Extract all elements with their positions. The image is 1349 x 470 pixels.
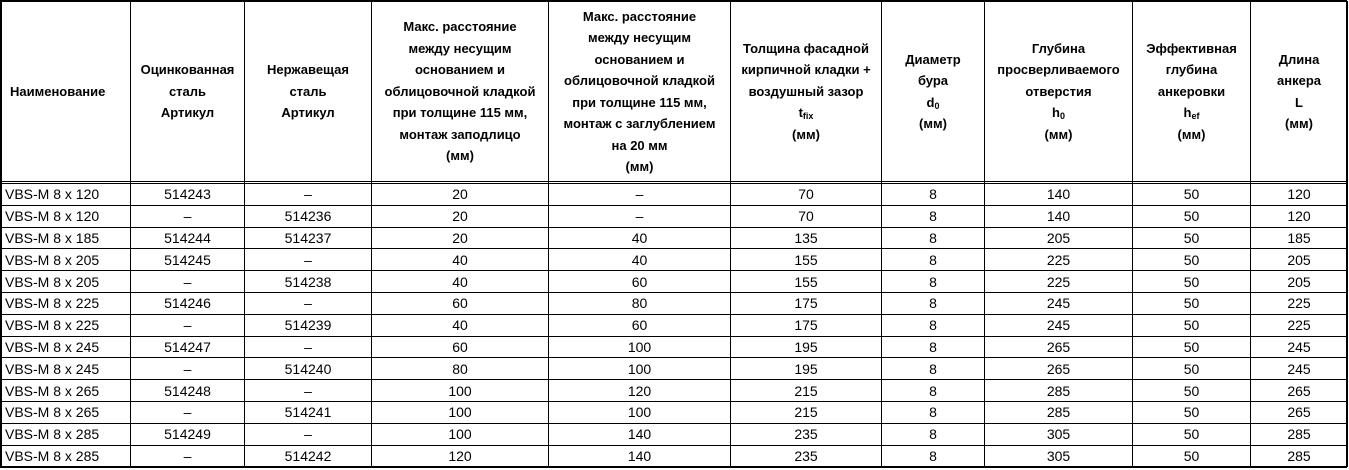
table-cell: 195 — [731, 358, 882, 380]
table-row — [2, 380, 1348, 402]
table-cell: – — [245, 380, 372, 402]
product-name-cell: VBS-M 8 x 285 — [2, 423, 131, 445]
header-line: анкеровки — [1157, 83, 1226, 99]
table-cell: 195 — [731, 336, 882, 358]
header-line: основанием и — [594, 51, 685, 67]
table-cell: 175 — [731, 292, 882, 314]
table-row — [2, 205, 1348, 227]
product-name-cell: VBS-M 8 x 185 — [2, 227, 131, 249]
table-cell: 155 — [731, 271, 882, 293]
table-cell: 8 — [882, 423, 985, 445]
table-cell: – — [131, 401, 245, 423]
table-cell: 40 — [372, 314, 549, 336]
table-cell: 60 — [372, 292, 549, 314]
header-symbol — [987, 102, 1130, 124]
symbol-letter: d — [926, 94, 935, 110]
table-cell: 50 — [1133, 271, 1251, 293]
table-cell: 225 — [985, 249, 1133, 271]
table-cell: 245 — [1251, 358, 1348, 380]
table-cell: – — [549, 184, 731, 206]
table-cell: – — [245, 249, 372, 271]
table-cell: 245 — [985, 314, 1133, 336]
table-cell: 514240 — [245, 358, 372, 380]
table-cell: 70 — [731, 184, 882, 206]
table-cell: 8 — [882, 380, 985, 402]
column-header-1 — [2, 2, 131, 182]
header-line: Артикул — [160, 105, 215, 121]
header-line: при толщине 115 мм, — [392, 105, 528, 121]
table-cell: 140 — [549, 445, 731, 467]
product-name-cell: VBS-M 8 x 225 — [2, 314, 131, 336]
table-cell: 245 — [985, 292, 1133, 314]
header-symbol — [884, 92, 982, 114]
table-cell: 175 — [731, 314, 882, 336]
table-cell: 285 — [985, 401, 1133, 423]
table-cell: 205 — [1251, 249, 1348, 271]
table-cell: 40 — [549, 227, 731, 249]
header-symbol — [1253, 92, 1345, 114]
table-cell: 514247 — [131, 336, 245, 358]
table-cell: – — [131, 271, 245, 293]
table-cell: 80 — [549, 292, 731, 314]
table-cell: 514246 — [131, 292, 245, 314]
table-row — [2, 314, 1348, 336]
table-cell: 50 — [1133, 380, 1251, 402]
table-cell: – — [131, 205, 245, 227]
header-line: облицовочной кладкой — [384, 83, 536, 99]
table-cell: 100 — [372, 423, 549, 445]
table-cell: 8 — [882, 445, 985, 467]
header-unit: (мм) — [446, 148, 474, 164]
table-cell: 40 — [372, 249, 549, 271]
table-cell: 60 — [549, 314, 731, 336]
header-line: глубина — [1165, 62, 1218, 78]
product-name-cell: VBS-M 8 x 205 — [2, 271, 131, 293]
table-cell: 8 — [882, 249, 985, 271]
table-cell: 50 — [1133, 227, 1251, 249]
column-header-2 — [131, 2, 245, 182]
table-cell: 235 — [731, 423, 882, 445]
table-body — [2, 184, 1348, 467]
table-cell: 20 — [372, 227, 549, 249]
table-cell: 215 — [731, 401, 882, 423]
symbol-subscript: 0 — [1059, 111, 1065, 122]
header-line: Диаметр — [905, 51, 961, 67]
table-cell: 225 — [985, 271, 1133, 293]
symbol-letter: t — [798, 105, 803, 121]
symbol-letter: h — [1052, 105, 1060, 121]
symbol-subscript: fix — [802, 111, 814, 122]
table-cell: 305 — [985, 423, 1133, 445]
table-cell: 245 — [1251, 336, 1348, 358]
table-cell: 50 — [1133, 401, 1251, 423]
table-cell: 205 — [985, 227, 1133, 249]
column-header-9 — [1133, 2, 1251, 182]
table-cell: 120 — [1251, 205, 1348, 227]
table-cell: 155 — [731, 249, 882, 271]
table-cell: 215 — [731, 380, 882, 402]
table-cell: 50 — [1133, 314, 1251, 336]
header-line: Толщина фасадной — [743, 40, 869, 56]
product-name-cell: VBS-M 8 x 245 — [2, 336, 131, 358]
table-cell: 514248 — [131, 380, 245, 402]
column-header-7 — [882, 2, 985, 182]
table-cell: 60 — [372, 336, 549, 358]
table-cell: 8 — [882, 336, 985, 358]
symbol-letter: h — [1183, 105, 1192, 121]
table-cell: 70 — [731, 205, 882, 227]
header-line: Глубина — [1031, 40, 1086, 56]
header-line: на 20 мм — [611, 137, 668, 153]
table-row — [2, 423, 1348, 445]
table-cell: 514241 — [245, 401, 372, 423]
table-cell: 8 — [882, 314, 985, 336]
table-cell: 80 — [372, 358, 549, 380]
header-symbol — [733, 102, 879, 124]
table-cell: 50 — [1133, 184, 1251, 206]
table-cell: 50 — [1133, 445, 1251, 467]
header-line: Макс. расстояние — [403, 19, 517, 35]
product-name-cell: VBS-M 8 x 285 — [2, 445, 131, 467]
symbol-subscript: ef — [1191, 111, 1200, 122]
table-cell: 8 — [882, 358, 985, 380]
column-header-5 — [549, 2, 731, 182]
header-line: облицовочной кладкой — [564, 73, 715, 88]
table-cell: 50 — [1133, 205, 1251, 227]
header-line: отверстия — [1025, 83, 1092, 99]
table-cell: 20 — [372, 205, 549, 227]
table-cell: 100 — [549, 336, 731, 358]
table-cell: 514239 — [245, 314, 372, 336]
table-cell: 514243 — [131, 184, 245, 206]
table-cell: 514245 — [131, 249, 245, 271]
table-row — [2, 336, 1348, 358]
table-cell: 185 — [1251, 227, 1348, 249]
header-line: между несущим — [408, 40, 512, 56]
table-cell: 265 — [985, 336, 1133, 358]
table-row — [2, 227, 1348, 249]
table-cell: 50 — [1133, 423, 1251, 445]
table-cell: 50 — [1133, 292, 1251, 314]
spec-table-container — [1, 1, 1348, 467]
table-cell: 100 — [549, 401, 731, 423]
table-cell: 8 — [882, 184, 985, 206]
header-line: кирпичной кладки + — [741, 62, 871, 78]
table-cell: 285 — [1251, 423, 1348, 445]
table-row — [2, 358, 1348, 380]
table-cell: 50 — [1133, 358, 1251, 380]
table-cell: 140 — [549, 423, 731, 445]
table-cell: 235 — [731, 445, 882, 467]
table-cell: 8 — [882, 227, 985, 249]
header-line: Макс. расстояние — [582, 8, 697, 24]
table-cell: – — [245, 292, 372, 314]
anchor-spec-table — [1, 1, 1348, 467]
product-name-cell: VBS-M 8 x 120 — [2, 205, 131, 227]
table-cell: 514242 — [245, 445, 372, 467]
header-line: Оцинкованная — [140, 62, 235, 78]
table-cell: – — [131, 314, 245, 336]
column-header-6 — [731, 2, 882, 182]
header-unit: (мм) — [625, 159, 654, 174]
table-cell: 60 — [549, 271, 731, 293]
header-unit: (мм) — [919, 116, 947, 131]
header-unit: (мм) — [1177, 126, 1206, 142]
table-cell: 140 — [985, 205, 1133, 227]
table-cell: – — [549, 205, 731, 227]
table-cell: 514249 — [131, 423, 245, 445]
symbol-letter: L — [1295, 94, 1303, 110]
header-line: бура — [917, 73, 949, 88]
table-cell: 100 — [372, 401, 549, 423]
header-line: Наименование — [10, 83, 106, 99]
table-cell: 205 — [1251, 271, 1348, 293]
table-cell: 100 — [549, 358, 731, 380]
table-cell: 285 — [1251, 445, 1348, 467]
table-cell: 8 — [882, 205, 985, 227]
table-cell: 40 — [549, 249, 731, 271]
table-cell: 100 — [372, 380, 549, 402]
table-cell: 305 — [985, 445, 1133, 467]
column-header-10 — [1251, 2, 1348, 182]
symbol-subscript: 0 — [934, 100, 940, 111]
table-cell: – — [245, 336, 372, 358]
table-cell: 8 — [882, 401, 985, 423]
header-line: анкера — [1277, 73, 1321, 88]
header-line: при толщине 115 мм, — [572, 94, 707, 110]
table-row — [2, 401, 1348, 423]
table-cell: 225 — [1251, 314, 1348, 336]
header-line: сталь — [168, 83, 207, 99]
header-symbol — [1135, 102, 1248, 124]
table-cell: 50 — [1133, 249, 1251, 271]
table-row — [2, 184, 1348, 206]
product-name-cell: VBS-M 8 x 265 — [2, 380, 131, 402]
column-header-3 — [245, 2, 372, 182]
header-unit: (мм) — [1285, 116, 1313, 131]
header-line: Артикул — [281, 105, 335, 121]
table-cell: 135 — [731, 227, 882, 249]
column-header-4 — [372, 2, 549, 182]
product-name-cell: VBS-M 8 x 205 — [2, 249, 131, 271]
table-cell: 120 — [549, 380, 731, 402]
table-cell: 265 — [1251, 401, 1348, 423]
table-row — [2, 249, 1348, 271]
table-cell: 8 — [882, 271, 985, 293]
header-line: просверливаемого — [997, 62, 1120, 78]
table-cell: 120 — [1251, 184, 1348, 206]
table-cell: 265 — [985, 358, 1133, 380]
table-cell: 514236 — [245, 205, 372, 227]
column-header-8 — [985, 2, 1133, 182]
header-unit: (мм) — [792, 126, 820, 142]
table-cell: 514238 — [245, 271, 372, 293]
table-cell: 40 — [372, 271, 549, 293]
header-line: Нержавещая — [267, 62, 349, 78]
product-name-cell: VBS-M 8 x 245 — [2, 358, 131, 380]
table-cell: 225 — [1251, 292, 1348, 314]
product-name-cell: VBS-M 8 x 225 — [2, 292, 131, 314]
table-row — [2, 292, 1348, 314]
table-cell: 514244 — [131, 227, 245, 249]
table-cell: 285 — [985, 380, 1133, 402]
header-line: между несущим — [587, 30, 692, 45]
table-cell: 20 — [372, 184, 549, 206]
table-cell: 265 — [1251, 380, 1348, 402]
header-line: Эффективная — [1146, 40, 1237, 56]
table-cell: 120 — [372, 445, 549, 467]
header-line: монтаж с заглублением — [563, 116, 716, 131]
table-cell: 8 — [882, 292, 985, 314]
header-row — [2, 2, 1348, 182]
table-row — [2, 271, 1348, 293]
table-row — [2, 445, 1348, 467]
table-cell: – — [245, 423, 372, 445]
table-cell: 50 — [1133, 336, 1251, 358]
header-line: сталь — [289, 83, 327, 99]
header-line: основанием и — [415, 62, 505, 78]
product-name-cell: VBS-M 8 x 120 — [2, 184, 131, 206]
header-line: воздушный зазор — [748, 83, 864, 99]
header-line: Длина — [1278, 51, 1320, 67]
header-line: монтаж заподлицо — [399, 126, 521, 142]
product-name-cell: VBS-M 8 x 265 — [2, 401, 131, 423]
header-unit: (мм) — [1044, 126, 1073, 142]
table-cell: – — [131, 358, 245, 380]
table-cell: 514237 — [245, 227, 372, 249]
table-cell: – — [131, 445, 245, 467]
table-cell: – — [245, 184, 372, 206]
table-cell: 140 — [985, 184, 1133, 206]
